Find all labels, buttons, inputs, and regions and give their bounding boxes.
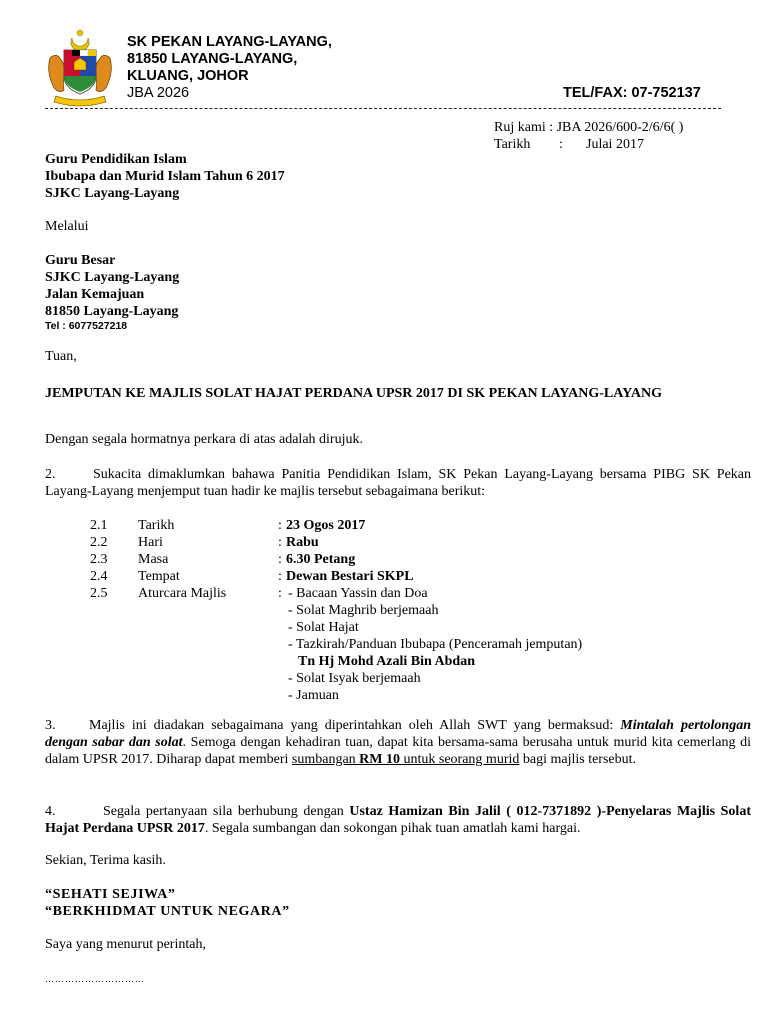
- motto-line: “BERKHIDMAT UNTUK NEGARA”: [45, 904, 290, 919]
- paragraph-3: [45, 717, 751, 768]
- school-crest-logo: [44, 28, 116, 108]
- programme-item: - Solat Maghrib berjemaah: [288, 603, 439, 618]
- paragraph-2: [45, 466, 751, 500]
- detail-value: Rabu: [286, 535, 319, 550]
- closing-line: Sekian, Terima kasih.: [45, 853, 166, 868]
- paragraph-number: 3.: [45, 718, 56, 733]
- date-label: Tarikh: [494, 137, 531, 152]
- via-line: Guru Besar: [45, 253, 116, 268]
- school-address-line: 81850 LAYANG-LAYANG,: [127, 51, 298, 67]
- header-divider: [45, 108, 721, 109]
- detail-colon: :: [278, 586, 282, 601]
- detail-value: 6.30 Petang: [286, 552, 356, 567]
- recipient-line: SJKC Layang-Layang: [45, 186, 180, 201]
- detail-number: 2.5: [90, 586, 108, 601]
- detail-colon: :: [278, 535, 282, 550]
- tel-fax: TEL/FAX: 07-752137: [563, 85, 701, 101]
- school-name: SK PEKAN LAYANG-LAYANG,: [127, 34, 332, 50]
- via-telephone: Tel : 6077527218: [45, 320, 128, 332]
- salutation: Tuan,: [45, 349, 77, 364]
- via-line: 81850 Layang-Layang: [45, 304, 179, 319]
- detail-value: Dewan Bestari SKPL: [286, 569, 414, 584]
- programme-item: - Tazkirah/Panduan Ibubapa (Penceramah jemputan): [288, 637, 583, 652]
- school-code: JBA 2026: [127, 85, 190, 101]
- paragraph-text: Sukacita dimaklumkan bahawa Panitia Pendidikan Islam, SK Pekan Layang-Layang bersama PIBG SK Pekan Layang-Layang menjemput tuan hadir ke majlis tersebut sebagaimana berikut:: [45, 467, 751, 499]
- melalui-label: Melalui: [45, 219, 89, 234]
- date-separator: :: [559, 137, 563, 152]
- paragraph-text: . Segala sumbangan dan sokongan pihak tuan amatlah kami hargai.: [204, 821, 581, 836]
- detail-value: 23 Ogos 2017: [286, 518, 366, 533]
- via-line: Jalan Kemajuan: [45, 287, 145, 302]
- detail-label: Masa: [138, 552, 169, 567]
- detail-colon: :: [278, 569, 282, 584]
- contribution-amount: RM 10: [359, 752, 400, 767]
- detail-label: Aturcara Majlis: [138, 586, 227, 601]
- contribution-text: sumbangan: [291, 752, 360, 767]
- signature-line: …………………………: [45, 974, 145, 984]
- detail-colon: :: [278, 518, 282, 533]
- letter-subject: JEMPUTAN KE MAJLIS SOLAT HAJAT PERDANA UPSR 2017 DI SK PEKAN LAYANG-LAYANG: [45, 386, 663, 401]
- via-line: SJKC Layang-Layang: [45, 270, 180, 285]
- speaker-name: Tn Hj Mohd Azali Bin Abdan: [298, 654, 476, 669]
- quote-text: Mintalah pertolongan dengan sabar dan solat: [45, 718, 752, 750]
- paragraph-4: [45, 803, 751, 837]
- recipient-line: Ibubapa dan Murid Islam Tahun 6 2017: [45, 169, 285, 184]
- detail-label: Tarikh: [138, 518, 175, 533]
- recipient-line: Guru Pendidikan Islam: [45, 152, 187, 167]
- paragraph-text: bagi majlis tersebut.: [519, 752, 637, 767]
- paragraph-text: Majlis ini diadakan sebagaimana yang diperintahkan oleh Allah SWT yang bermaksud:: [89, 718, 621, 733]
- programme-item: - Solat Isyak berjemaah: [288, 671, 421, 686]
- programme-item: - Solat Hajat: [288, 620, 359, 635]
- detail-label: Tempat: [138, 569, 180, 584]
- contribution-text: untuk seorang murid: [400, 752, 520, 767]
- detail-label: Hari: [138, 535, 163, 550]
- paragraph-text: . Semoga dengan kehadiran tuan, dapat kita bersama-sama berusaha untuk murid kita cemerlang di dalam UPSR 2017. Diharap dapat memberi: [45, 735, 751, 767]
- opening-line: Dengan segala hormatnya perkara di atas adalah dirujuk.: [45, 432, 363, 447]
- reference-number: Ruj kami : JBA 2026/600-2/6/6( ): [494, 120, 684, 135]
- detail-number: 2.2: [90, 535, 108, 550]
- paragraph-text: Segala pertanyaan sila berhubung dengan: [103, 804, 350, 819]
- paragraph-number: 4.: [45, 804, 56, 819]
- signoff-line: Saya yang menurut perintah,: [45, 937, 206, 952]
- contact-person: Ustaz Hamizan Bin Jalil ( 012-7371892 )-Penyelaras Majlis Solat Hajat Perdana UPSR 2017: [45, 804, 751, 836]
- detail-number: 2.1: [90, 518, 108, 533]
- detail-number: 2.4: [90, 569, 108, 584]
- detail-number: 2.3: [90, 552, 108, 567]
- paragraph-number: 2.: [45, 467, 56, 482]
- programme-item: - Jamuan: [288, 688, 339, 703]
- motto-line: “SEHATI SEJIWA”: [45, 887, 176, 902]
- date-value: Julai 2017: [586, 137, 644, 152]
- school-address-line: KLUANG, JOHOR: [127, 68, 249, 84]
- programme-item: - Bacaan Yassin dan Doa: [288, 586, 428, 601]
- detail-colon: :: [278, 552, 282, 567]
